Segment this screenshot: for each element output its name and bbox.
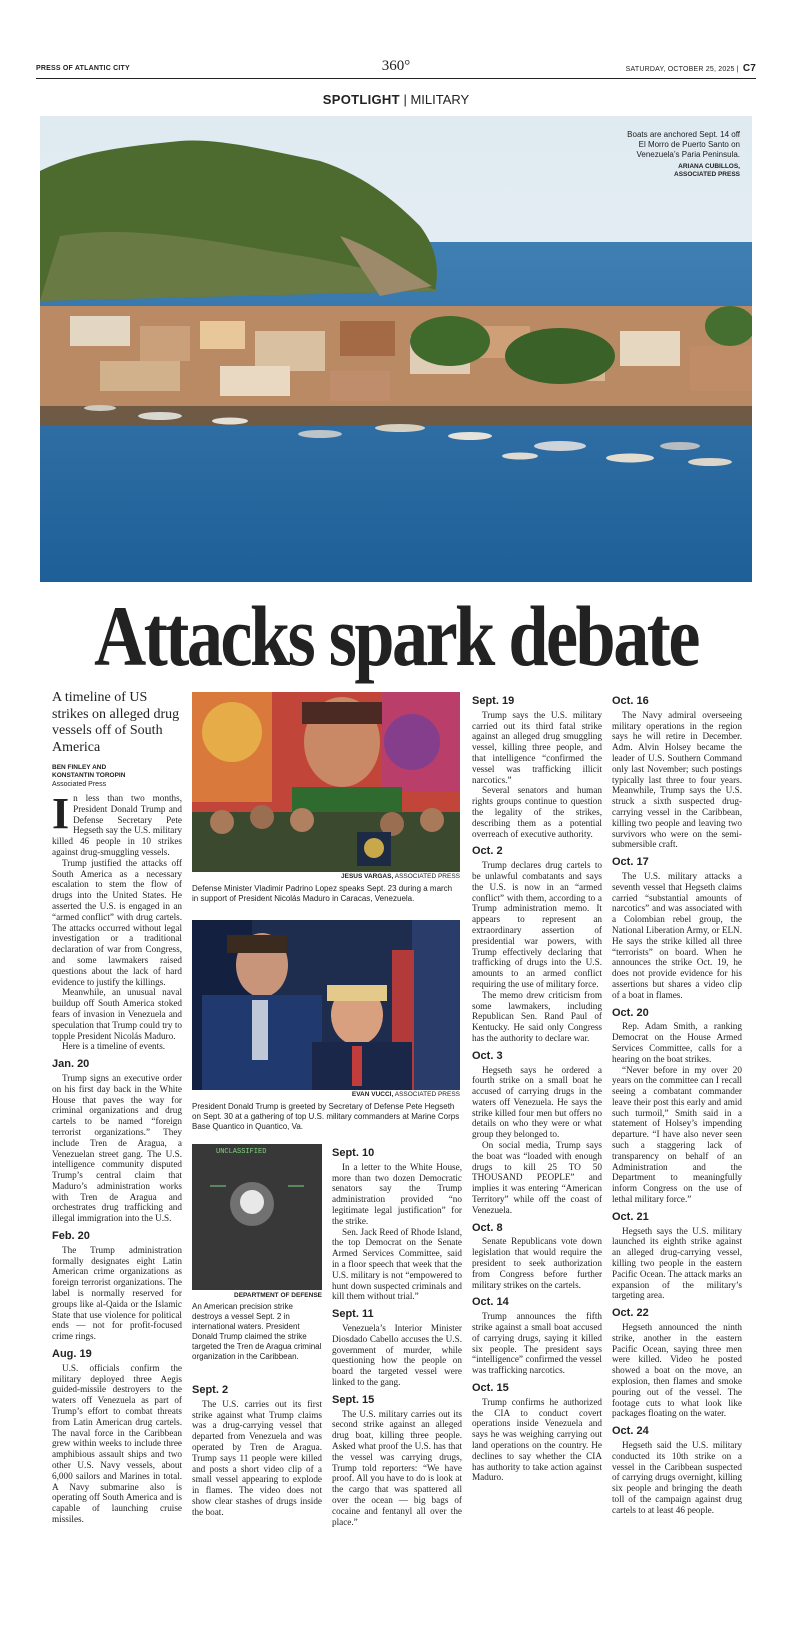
- byline-line-2: KONSTANTIN TOROPIN: [52, 772, 126, 779]
- entry-date: Sept. 15: [332, 1393, 375, 1406]
- column-4: [472, 689, 602, 1483]
- entry-date: Oct. 20: [612, 1006, 649, 1019]
- entry-text: Sen. Jack Reed of Rhode Island, the top Democrat on the Senate Armed Services Committee, said in a floor speech that week that the U.S. military is not “empowered to hunt down suspected criminals and kill them without trial.”: [332, 1226, 462, 1302]
- entry-text: The Trump administration formally designates eight Latin American crime organizations as foreign terrorist organizations. The label is normally reserved for groups like al-Qaida or the Islamic State that use violence for political ends — not for profit-focused crime rings.: [52, 1244, 182, 1342]
- image1-credit-org: ASSOCIATED PRESS: [394, 873, 460, 880]
- entry-date: Sept. 11: [332, 1308, 374, 1321]
- unclassified-overlay: UNCLASSIFIED: [216, 1148, 267, 1156]
- entry-text: Trump announces the fifth strike against a small boat accused of carrying drugs, saying it killed six people. The president says “intelligence” confirmed the vessel was trafficking narcotics.: [472, 1311, 602, 1376]
- section-main: SPOTLIGHT: [322, 92, 400, 107]
- entry-date: Sept. 19: [472, 695, 515, 707]
- coastal-town-photo: [40, 116, 752, 582]
- entry-text: U.S. officials confirm the military deployed three Aegis guided-missile destroyers to the waters off Venezuela as part of Trump’s effort to combat threats from Latin American drug cartels. The naval force in the Caribbean grew within weeks to include three amphibious assault ships and two other U.S. Navy vessels, about 6,000 sailors and Marines in total. A Navy submarine also is operating off South America and is capable of launching cruise missiles.: [52, 1362, 182, 1524]
- byline-line-1: BEN FINLEY AND: [52, 764, 107, 771]
- page-header: [36, 58, 756, 78]
- entry-date: Oct. 21: [612, 1210, 649, 1223]
- intro-paragraph-3: Meanwhile, an unusual naval buildup off South America stoked fears of invasion in Venezuela and speculation that Trump could try to topple President Nicolás Maduro.: [52, 987, 182, 1041]
- trump-hegseth-photo: [192, 920, 460, 1090]
- entry-date: Aug. 19: [52, 1348, 92, 1361]
- entry-date: Feb. 20: [52, 1230, 90, 1243]
- entry-text: The U.S. military carries out its second strike against an alleged drug boat, killing three people. Asked what proof the U.S. has that the vessel was carrying drugs, Trump told reporters: “We have proof. All you have to do is look at the cargo that was spattered all over the ocean — big bags of cocaine and fentanyl all over the place.”: [332, 1408, 462, 1527]
- affiliation: Associated Press: [52, 781, 107, 788]
- image3-caption: An American precision strike destroys a vessel Sept. 2 in international waters. President Donald Trump claimed the strike targeted the Tren de Aragua criminal organization in the Caribbean.: [192, 1302, 322, 1361]
- entry-text: Trump says the U.S. military carried out its third fatal strike against an alleged drug smuggling vessel, killing three people, and that intelligence “confirmed the vessel was trafficking illicit narcotics.”: [472, 709, 602, 785]
- entry-text: The U.S. military attacks a seventh vessel that Hegseth claims carried “substantial amounts of narcotics” and was associated with a Colombian rebel group, the National Liberation Army, or ELN. He says the strike killed all three “terrorists” on board. When he announces the strike Oct. 19, he does not provide evidence for his assertions but shares a video clip of a boat in flames.: [612, 870, 742, 1000]
- image2-credit-org: ASSOCIATED PRESS: [394, 1091, 460, 1098]
- entry-text: The U.S. carries out its first strike against what Trump claims was a drug-carrying vessel that departed from Venezuela and was operated by Tren de Aragua. Trump says 11 people were killed and posts a short video clip of a small vessel appearing to explode in flames. The video does not show clear stashes of drugs inside the boat.: [192, 1398, 322, 1517]
- strike-explosion-art: [192, 1144, 322, 1290]
- greeting-photo-art: [192, 920, 460, 1090]
- entry-date: Oct. 3: [472, 1049, 503, 1062]
- entry-date: Oct. 14: [472, 1296, 509, 1309]
- entry-text: Venezuela’s Interior Minister Diosdado Cabello accuses the U.S. government of murder, while questioning how the people on board the targeted vessel were linked to the gang.: [332, 1322, 462, 1387]
- image2-credit-name: EVAN VUCCI,: [351, 1091, 394, 1098]
- entry-date: Oct. 24: [612, 1425, 649, 1438]
- image1-credit: [192, 873, 460, 880]
- dateline: [626, 63, 756, 74]
- image1-credit-name: JESUS VARGAS,: [341, 873, 394, 880]
- main-photo: [40, 116, 752, 582]
- entry-text: Trump signs an executive order on his first day back in the White House that paves the way for criminal organizations and drug cartels to be named “foreign terrorist organizations.” They include Tren de Aragua, a Venezuelan street gang. The U.S. intelligence community disputed Trump’s central claim that Maduro’s administration works with Tren de Aragua and orchestrates drug trafficking and illegal immigration into the U.S.: [52, 1072, 182, 1224]
- header-rule: [36, 78, 756, 79]
- column-1: [52, 690, 182, 1525]
- headline: Attacks spark debate: [94, 588, 698, 684]
- photo-credit: [620, 163, 740, 179]
- rally-photo-art: [192, 692, 460, 872]
- image3-credit: DEPARTMENT OF DEFENSE: [234, 1292, 322, 1299]
- entry-date: Oct. 22: [612, 1307, 649, 1320]
- section-sub: MILITARY: [410, 92, 470, 107]
- intro-text-1: n less than two months, President Donald Trump and Defense Secretary Pete Hegseth say the U.S. military killed 46 people in 10 strikes against drug-smuggling vessels.: [52, 793, 182, 857]
- entry-date: Oct. 15: [472, 1382, 509, 1395]
- header-separator: |: [736, 66, 739, 73]
- entry-text: The memo drew criticism from some lawmakers, including Republican Sen. Rand Paul of Kentucky. He said only Congress has the authority to declare war.: [472, 989, 602, 1043]
- byline: [52, 764, 182, 780]
- intro-paragraph-4: Here is a timeline of events.: [62, 1041, 166, 1052]
- entry-date: Oct. 2: [472, 845, 503, 858]
- entry-text: Hegseth announced the ninth strike, another in the eastern Pacific Ocean, saying three men were killed. Video he posted showed a boat on the move, an explosion, then flames and smoke pouring out of the vessel. The footage cuts to what look like packages floating on the water.: [612, 1322, 742, 1419]
- image1-caption: Defense Minister Vladimir Padrino Lopez speaks Sept. 23 during a march in support of President Nicolás Maduro in Caracas, Venezuela.: [192, 884, 453, 903]
- entry-date: Sept. 2: [192, 1384, 229, 1396]
- column-2: [192, 1378, 322, 1518]
- intro-paragraph-2: Trump justified the attacks off South America as a necessary escalation to stem the flow of drugs into the United States. He asserted the U.S. is engaged in an “armed conflict” with drug cartels. The attacks occurred without legal investigation or a traditional declaration of war from Congress, and some lawmakers raised questions about the lack of hard evidence to justify the killings.: [52, 857, 182, 987]
- section-logo: 360°: [381, 58, 411, 74]
- newspaper-name: PRESS OF ATLANTIC CITY: [36, 65, 130, 72]
- entry-text: Hegseth says he ordered a fourth strike on a small boat he accused of carrying drugs in the waters off Venezuela. He says the strike killed four men but offers no details on who they were or what group they belonged to.: [472, 1064, 602, 1140]
- entry-text: Rep. Adam Smith, a ranking Democrat on the House Armed Services Committee, calls for a hearing on the boat strikes.: [612, 1021, 742, 1064]
- entry-text: Trump confirms he authorized the CIA to conduct covert operations inside Venezuela and says he was weighing carrying out land operations on the country. He declines to say whether the CIA has authority to take action against Maduro.: [472, 1396, 602, 1483]
- entry-text: “Never before in my over 20 years on the committee can I recall seeing a combatant commander leave their post this early and amid such turmoil,” Smith said in a statement of Holsey’s impending departure. “I have also never seen such a staggering lack of transparency on behalf of an Administration and the Department to meaningfully inform Congress on the use of lethal military force.”: [612, 1064, 742, 1205]
- column-3: [332, 1141, 462, 1527]
- entry-date: Oct. 8: [472, 1221, 503, 1234]
- entry-date: Oct. 17: [612, 856, 649, 869]
- image2-credit: [192, 1091, 460, 1098]
- padrino-lopez-photo: [192, 692, 460, 872]
- entry-text: Trump declares drug cartels to be unlawful combatants and says the U.S. is now in an “armed conflict” with them, according to a Trump administration memo. It appears to represent an extraordinary assertion of presidential war powers, with Trump effectively declaring that trafficking of drugs into the U.S. amounts to an armed conflict requiring the use of military force.: [472, 860, 602, 989]
- strike-video-still: [192, 1144, 322, 1290]
- entry-date: Sept. 10: [332, 1147, 375, 1159]
- column-5: [612, 689, 742, 1516]
- page-number: C7: [742, 63, 756, 74]
- image2-caption: President Donald Trump is greeted by Secretary of Defense Pete Hegseth on Sept. 30 at a gathering of top U.S. military commanders at Marine Corps Base Quantico in Quantico, Va.: [192, 1102, 460, 1131]
- intro-paragraph-1: [52, 789, 182, 858]
- entry-text: Several senators and human rights groups continue to question the legality of the strikes, describing them as a potential overreach of executive authority.: [472, 785, 602, 839]
- entry-text: Senate Republicans vote down legislation that would require the president to seek authorization from Congress before further military strikes on the cartels.: [472, 1236, 602, 1290]
- deck: A timeline of US strikes on alleged drug vessels off of South America: [52, 690, 180, 755]
- photo-credit-org: ASSOCIATED PRESS: [674, 171, 740, 178]
- entry-text: On social media, Trump says the boat was “loaded with enough drugs to kill 25 TO 50 THOUSAND PEOPLE” and implies it was entering “American Territory” while off the coast of Venezuela.: [472, 1140, 602, 1215]
- section-label: SPOTLIGHT | MILITARY: [322, 92, 470, 107]
- photo-caption-text: Boats are anchored Sept. 14 off El Morro de Puerto Santo on Venezuela’s Paria Peninsula.: [627, 130, 740, 159]
- entry-text: Hegseth said the U.S. military conducted its 10th strike on a vessel in the Caribbean suspected of carrying drugs overnight, killing six people and bringing the death toll of the campaign against drug cartels to at least 46 people.: [612, 1440, 742, 1515]
- entry-text: In a letter to the White House, more than two dozen Democratic senators say the Trump administration provided “no legitimate legal justification” for the strike.: [332, 1161, 462, 1226]
- entry-date: Jan. 20: [52, 1058, 90, 1071]
- entry-text: The Navy admiral overseeing military operations in the region says he will retire in December. Adm. Alvin Holsey became the leader of U.S. Southern Command only last November; such postings typically last three to four years. Meanwhile, Trump says the U.S. struck a sixth suspected drug-carrying vessel in the Caribbean, killing two people and leaving two survivors who were on the semi-submersible craft.: [612, 709, 742, 850]
- photo-credit-name: ARIANA CUBILLOS,: [678, 163, 740, 170]
- photo-caption: [620, 130, 740, 179]
- entry-text: Hegseth says the U.S. military launched its eighth strike against an alleged drug-carrying vessel, killing two people in the eastern Pacific Ocean. The attack marks an expansion of the military’s targeting area.: [612, 1225, 742, 1301]
- entry-date: Oct. 16: [612, 695, 649, 707]
- issue-date: SATURDAY, OCTOBER 25, 2025: [625, 66, 735, 73]
- dropcap: I: [52, 789, 70, 838]
